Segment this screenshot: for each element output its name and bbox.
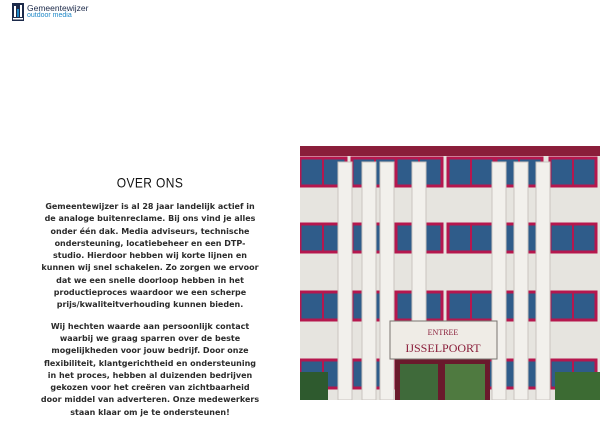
about-section [40,176,260,428]
pillar [362,162,376,400]
window-mullion [322,224,324,252]
window-mullion [470,224,472,252]
entrance-sign [390,321,497,359]
entrance-glass [400,364,438,400]
brand-tagline: outdoor media [27,12,72,19]
window-mullion [572,158,574,186]
pillar [514,162,528,400]
window-mullion [572,292,574,320]
pillar [536,162,550,400]
pillar [492,162,506,400]
window-mullion [470,158,472,186]
about-title: OVER ONS [116,174,184,192]
brand-logo[interactable] [12,2,88,22]
sign-line-1: ENTREE [427,328,459,337]
brand-name: Gemeentewijzer [27,3,89,13]
shrubbery [555,372,600,400]
sign-line-2: IJSSELPOORT [405,341,481,355]
window-mullion [470,292,472,320]
building-photo [300,146,600,400]
shrubbery [300,372,328,400]
pillar [338,162,352,400]
logo-mark-icon [12,3,24,21]
window-mullion [322,158,324,186]
about-paragraph-1: Gemeentewijzer is al 28 jaar landelijk actief in de analoge buitenreclame. Bij ons vind je alles onder één dak. Media adviseurs, technische ondersteuning, locatiebeheer en een DTP-studio. Hierdoor hebben wij korte lijnen en kunnen wij snel schakelen. Zo zorgen we ervoor dat we een snelle doorloop hebben in het productieproces waardoor we een scherpe prijs/kwaliteitverhouding kunnen bieden. [41,202,259,310]
entrance-glass [445,364,485,400]
window-mullion [322,292,324,320]
window-mullion [572,224,574,252]
about-paragraph-2: Wij hechten waarde aan persoonlijk contact waarbij we graag sparren over de beste mogelijkheden voor jouw bedrijf. Door onze flexibiliteit, klantgerichtheid en ondersteuning in het proces, hebben al duizenden bedrijven gekozen voor het creëren van zichtbaarheid door middel van adverteren. Onze medewerkers staan klaar om je te ondersteunen! [40,321,260,417]
pillar [380,162,394,400]
